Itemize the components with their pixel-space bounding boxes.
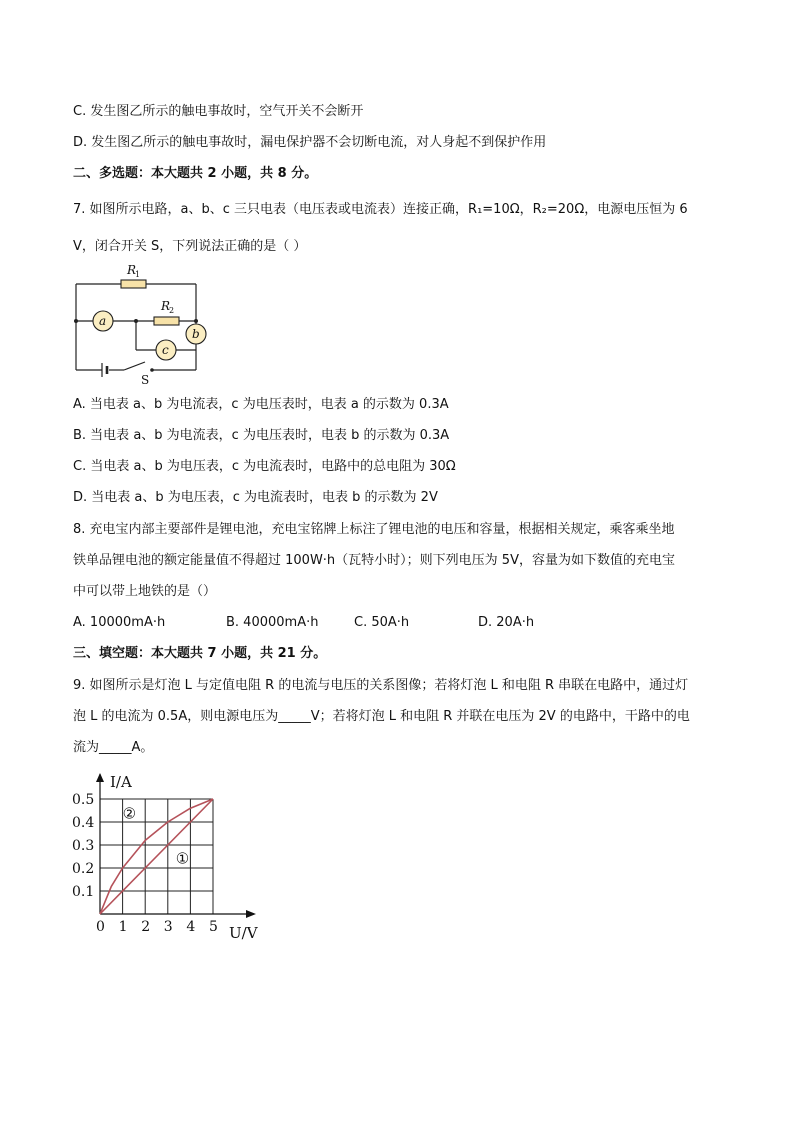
- q9-stem-line1: 9. 如图所示是灯泡 L 与定值电阻 R 的电流与电压的关系图像；若将灯泡 L 和电阻 R 串联在电路中，通过灯: [73, 678, 689, 693]
- q8-option-b: B. 40000mA·h: [226, 615, 319, 630]
- y-tick-label: 0.4: [72, 815, 95, 831]
- resistor-r2: [154, 317, 179, 325]
- section-title-multiple-choice: 二、多选题：本大题共 2 小题，共 8 分。: [73, 166, 318, 181]
- q8-option-c: C. 50A·h: [354, 615, 410, 630]
- q8-stem-line3: 中可以带上地铁的是（）: [73, 584, 217, 599]
- r2-subscript: 2: [169, 306, 175, 315]
- y-tick-label: 0.2: [72, 861, 95, 877]
- y-tick-label: 0.5: [72, 792, 95, 808]
- q7-option-b: B. 当电表 a、b 为电流表，c 为电压表时，电表 b 的示数为 0.3A: [73, 428, 450, 443]
- series-2-label: ②: [122, 804, 137, 823]
- r2-label: R: [161, 299, 171, 313]
- circuit-diagram: [68, 262, 218, 387]
- q6-option-d: D. 发生图乙所示的触电事故时，漏电保护器不会切断电流，对人身起不到保护作用: [73, 135, 547, 150]
- x-tick-label: 2: [141, 919, 151, 935]
- meter-b-label: b: [192, 327, 200, 341]
- meter-c-label: c: [162, 343, 169, 357]
- q8-stem-line1: 8. 充电宝内部主要部件是锂电池，充电宝铭牌上标注了锂电池的电压和容量，根据相关规定，乘客乘坐地: [73, 522, 675, 537]
- y-tick-label: 0.3: [72, 838, 95, 854]
- q9-stem-line3: 流为_____A。: [73, 740, 154, 755]
- x-tick-label: 1: [118, 919, 128, 935]
- q7-stem-line1: 7. 如图所示电路，a、b、c 三只电表（电压表或电流表）连接正确，R₁=10Ω，R₂=20Ω，电源电压恒为 6: [73, 202, 688, 217]
- meter-a-label: a: [99, 314, 107, 328]
- q7-option-a: A. 当电表 a、b 为电流表，c 为电压表时，电表 a 的示数为 0.3A: [73, 397, 449, 412]
- series-1-line: [100, 799, 213, 914]
- section-title-fill-in: 三、填空题：本大题共 7 小题，共 21 分。: [73, 646, 327, 661]
- y-axis-label: I/A: [110, 773, 132, 791]
- r1-label: R: [127, 263, 137, 277]
- resistor-r1: [121, 280, 146, 288]
- x-tick-label: 0: [96, 919, 105, 935]
- q7-option-d: D. 当电表 a、b 为电压表，c 为电流表时，电表 b 的示数为 2V: [73, 490, 438, 505]
- q9-stem-line2: 泡 L 的电流为 0.5A，则电源电压为_____V；若将灯泡 L 和电阻 R 并联在电压为 2V 的电路中，干路中的电: [73, 709, 690, 724]
- q7-option-c: C. 当电表 a、b 为电压表，c 为电流表时，电路中的总电阻为 30Ω: [73, 459, 456, 474]
- x-tick-label: 5: [209, 919, 218, 935]
- q7-stem-line2: V，闭合开关 S，下列说法正确的是（ ）: [73, 239, 307, 254]
- x-axis-arrow: [246, 910, 256, 918]
- x-axis-label: U/V: [229, 924, 258, 942]
- y-axis-arrow: [96, 773, 104, 782]
- series-1-label: ①: [175, 849, 190, 868]
- x-tick-label: 4: [186, 919, 196, 935]
- q6-option-c: C. 发生图乙所示的触电事故时，空气开关不会断开: [73, 104, 364, 119]
- q8-option-d: D. 20A·h: [478, 615, 535, 630]
- y-tick-label: 0.1: [72, 884, 95, 900]
- q8-stem-line2: 铁单品锂电池的额定能量值不得超过 100W·h（瓦特小时）；则下列电压为 5V，容量为如下数值的充电宝: [73, 553, 675, 568]
- x-tick-label: 3: [163, 919, 173, 935]
- iu-graph: [62, 768, 272, 943]
- q8-option-a: A. 10000mA·h: [73, 615, 166, 630]
- r1-subscript: 1: [135, 270, 141, 279]
- switch-label: S: [141, 373, 150, 387]
